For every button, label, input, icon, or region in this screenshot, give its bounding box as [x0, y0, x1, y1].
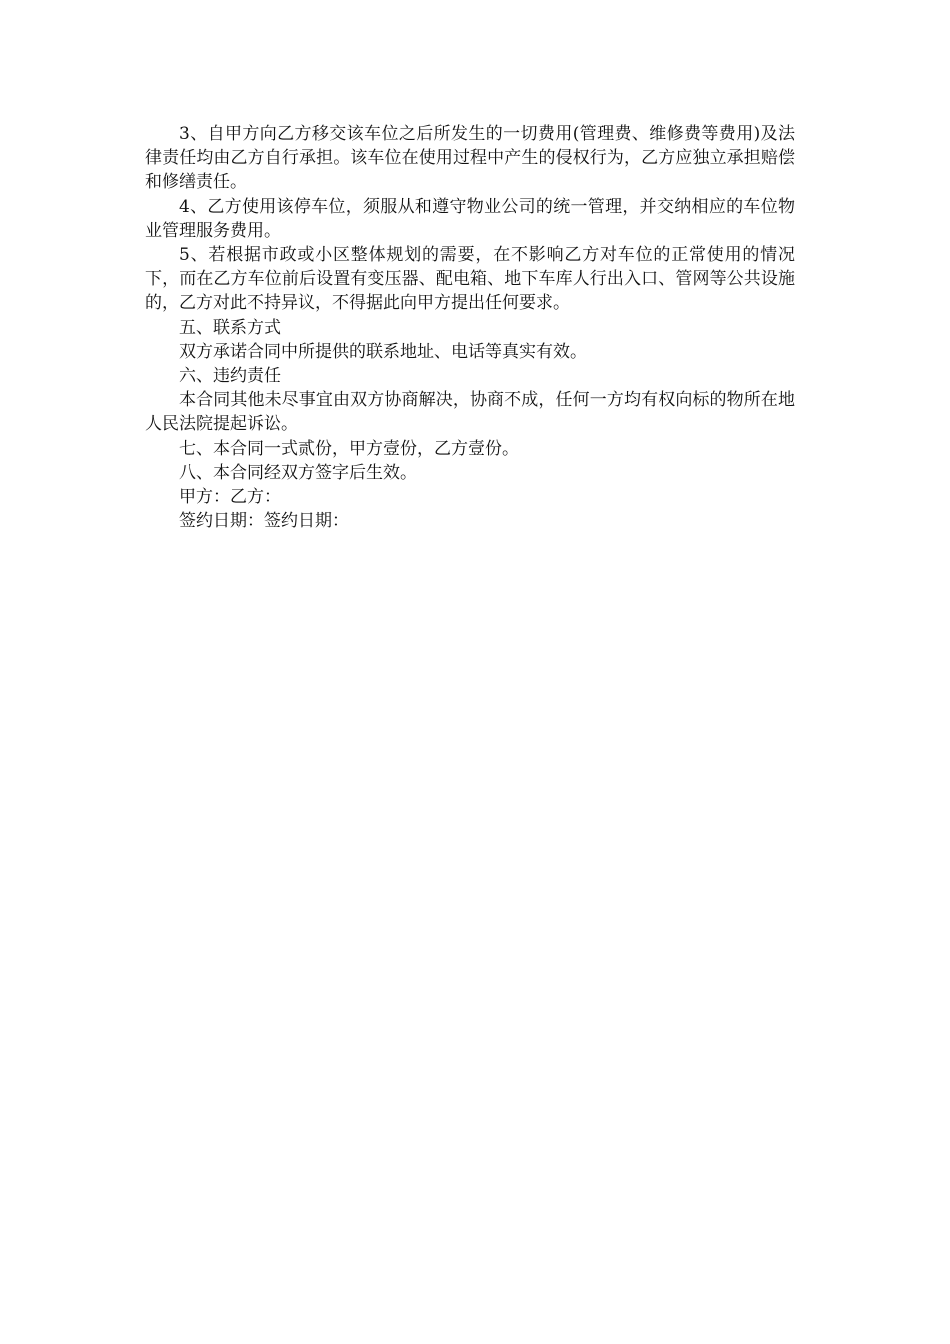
- section-copies: 七、本合同一式贰份，甲方壹份，乙方壹份。: [179, 438, 519, 459]
- signing-date-line: 签约日期：签约日期：: [179, 511, 349, 532]
- section-heading-liability: 六、违约责任: [179, 366, 281, 387]
- clause-5: 5、若根据市政或小区整体规划的需要，在不影响乙方对车位的正常使用的情况下，而在乙方车位前后设置有变压器、配电箱、地下车库人行出入口、管网等公共设施的，乙方对此不持异议，不得据此向甲方提出任何要求。: [145, 245, 795, 314]
- clause-4: 4、乙方使用该停车位，须服从和遵守物业公司的统一管理，并交纳相应的车位物业管理服务费用。: [145, 196, 795, 241]
- contact-statement: 双方承诺合同中所提供的联系地址、电话等真实有效。: [179, 341, 587, 362]
- party-signature-line: 甲方：乙方：: [179, 487, 281, 508]
- clause-3: 3、自甲方向乙方移交该车位之后所发生的一切费用(管理费、维修费等费用)及法律责任均由乙方自行承担。该车位在使用过程中产生的侵权行为，乙方应独立承担赔偿和修缮责任。: [145, 124, 795, 193]
- section-effective: 八、本合同经双方签字后生效。: [179, 462, 417, 483]
- document-body: [145, 122, 795, 533]
- liability-statement: 本合同其他未尽事宜由双方协商解决，协商不成，任何一方均有权向标的物所在地人民法院提起诉讼。: [145, 390, 795, 435]
- section-heading-contact: 五、联系方式: [179, 317, 281, 338]
